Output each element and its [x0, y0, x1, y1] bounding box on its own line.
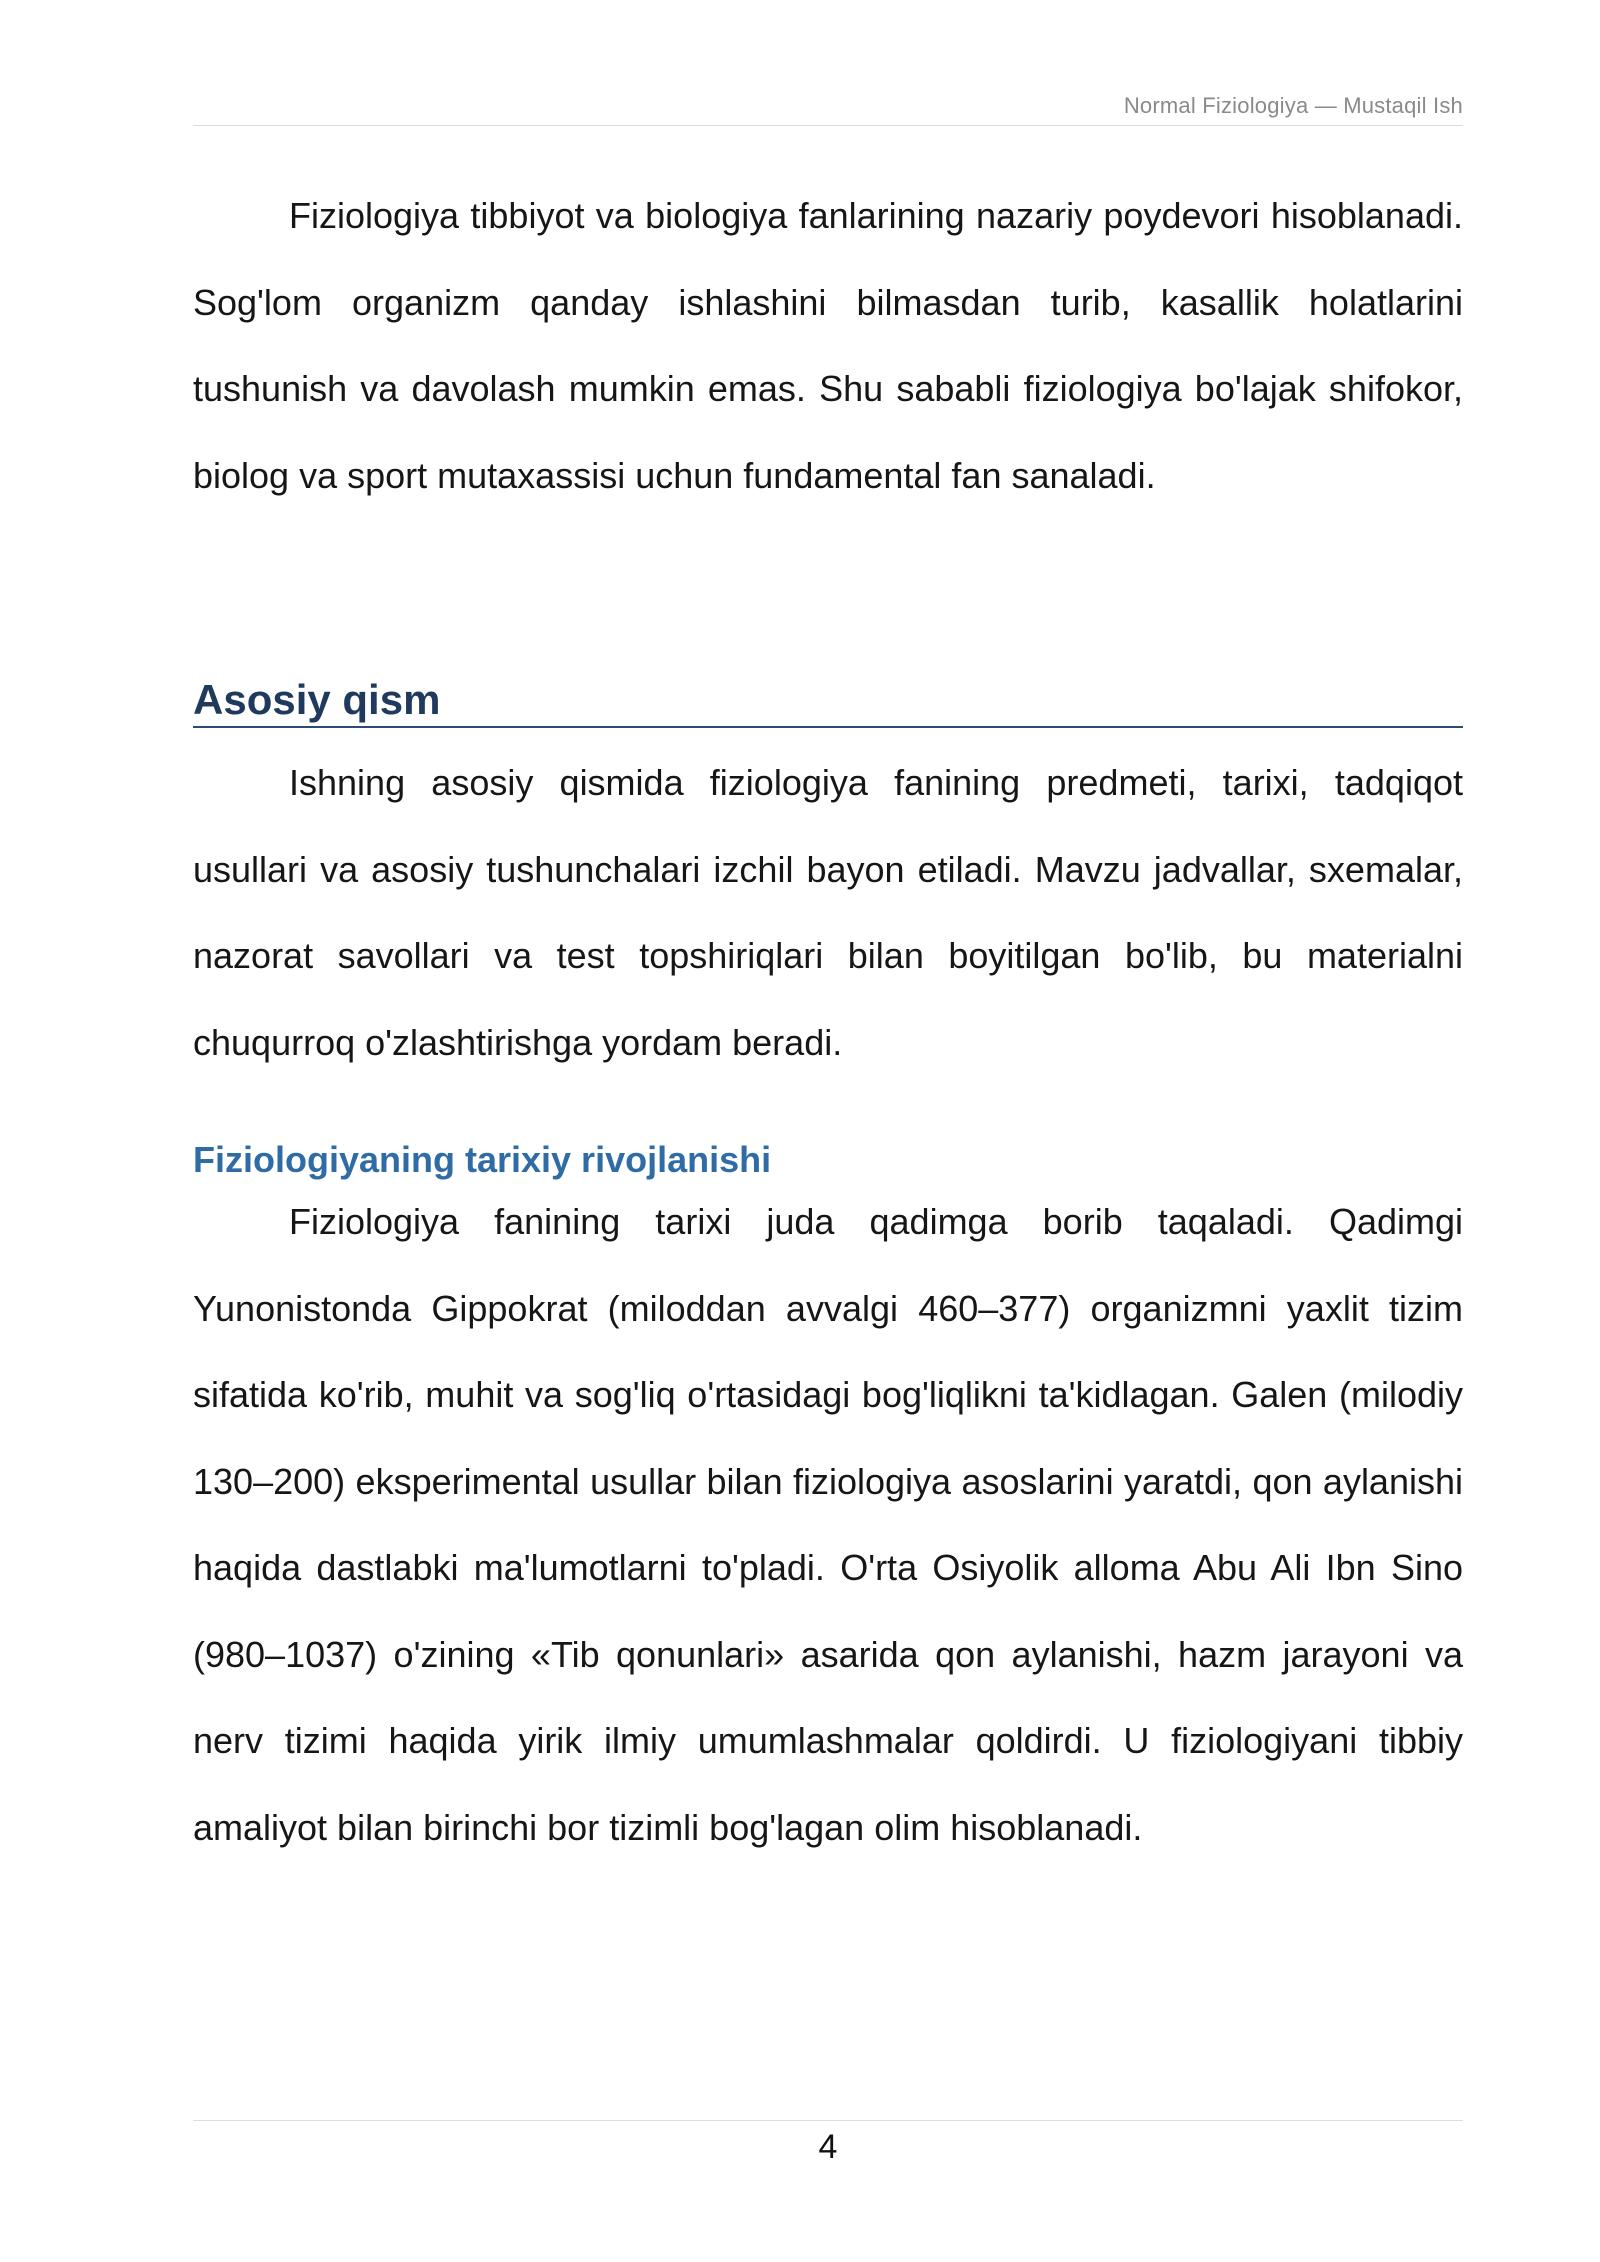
- main-section-paragraph: Ishning asosiy qismida fiziologiya fanining predmeti, tarixi, tadqiqot usullari va asosiy tushunchalari izchil bayon etiladi. Mavzu jadvallar, sxemalar, nazorat savollari va test topshiriqlari bilan boyitilgan bo'lib, bu materialni chuqurroq o'zlashtirishga yordam beradi.: [193, 762, 1463, 1063]
- running-header: Normal Fiziologiya — Mustaqil Ish: [1123, 93, 1463, 118]
- header-divider: [193, 125, 1463, 126]
- history-paragraph: Fiziologiya fanining tarixi juda qadimga borib taqaladi. Qadimgi Yunonistonda Gippokrat (miloddan avvalgi 460–377) organizmni yaxlit tizim sifatida ko'rib, muhit va sog'liq o'rtasidagi bog'liqlikni ta'kidlagan. Galen (milodiy 130–200) eksperimental usullar bilan fiziologiya asoslarini yaratdi, qon aylanishi haqida dastlabki ma'lumotlarni to'pladi. O'rta Osiyolik alloma Abu Ali Ibn Sino (980–1037) o'zining «Tib qonunlari» asarida qon aylanishi, hazm jarayoni va nerv tizimi haqida yirik ilmiy umumlashmalar qoldirdi. U fiziologiyani tibbiy amaliyot bilan birinchi bor tizimli bog'lagan olim hisoblanadi.: [193, 1201, 1463, 1848]
- section-heading-main: Asosiy qism: [193, 676, 441, 723]
- subsection-heading-history: Fiziologiyaning tarixiy rivojlanishi: [193, 1139, 772, 1180]
- footer-divider: [193, 2120, 1463, 2121]
- section-heading-underline: [193, 726, 1463, 728]
- intro-paragraph: Fiziologiya tibbiyot va biologiya fanlarining nazariy poydevori hisoblanadi. Sog'lom organizm qanday ishlashini bilmasdan turib, kasallik holatlarini tushunish va davolash mumkin emas. Shu sababli fiziologiya bo'lajak shifokor, biolog va sport mutaxassisi uchun fundamental fan sanaladi.: [193, 195, 1463, 496]
- page-number: 4: [818, 2128, 838, 2166]
- document-page: [193, 0, 1463, 2262]
